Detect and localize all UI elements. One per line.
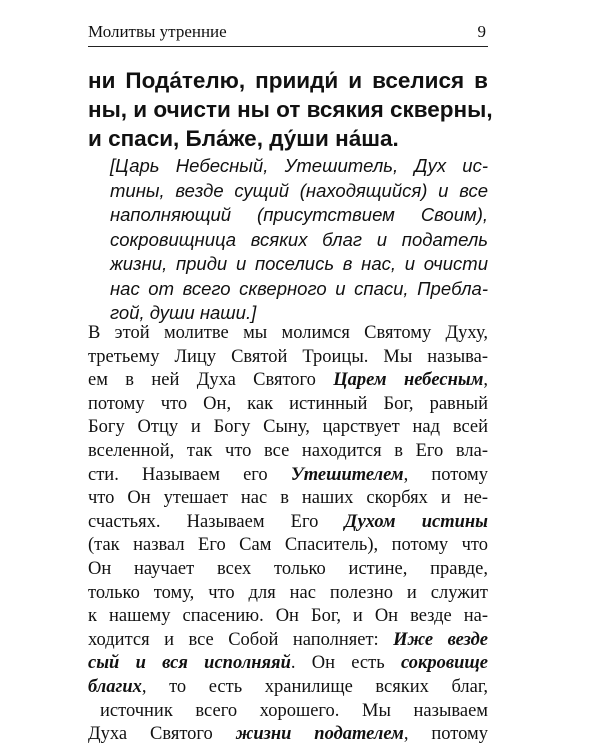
commentary-line [88, 511, 488, 535]
commentary-line: только тому, что для нас полезно и служит [88, 582, 488, 603]
commentary-line: источник всего хорошего. Мы называем [100, 700, 488, 721]
emphasis-text: Утешителем [290, 464, 404, 485]
commentary-text: , потому [403, 724, 488, 745]
commentary-text: ходится и все Собой наполняет: [88, 629, 394, 650]
commentary-text: сти. Называем его [88, 464, 291, 485]
commentary-line: к нашему спасению. Он Бог, и Он везде на- [88, 606, 488, 627]
translation-line: сокровищница всяких благ и податель [110, 228, 488, 250]
slavonic-line: и спаси, Бла́же, ду́ши на́ша. [88, 126, 399, 151]
running-header [88, 20, 488, 47]
translation-line: жизни, приди и поселись в нас, и очисти [110, 253, 488, 274]
commentary-line: Он научает всех только истине, правде, [88, 558, 488, 579]
emphasis-text: сокровище [400, 653, 488, 674]
translation-line: гой, души наши.] [110, 302, 257, 323]
emphasis-text: жизни подателем [235, 724, 404, 745]
commentary-text: ем в ней Духа Святого [88, 370, 334, 391]
slavonic-line: ни Пода́телю, прииди́ и вселися в [88, 68, 488, 93]
emphasis-text: благих [88, 676, 142, 697]
commentary-line [88, 652, 488, 676]
commentary-line: Богу Отцу и Богу Сыну, царствует над всей [88, 417, 488, 438]
translation-line: [Царь Небесный, Утешитель, Дух ис- [110, 155, 488, 176]
commentary-text: , [483, 370, 488, 391]
commentary-text: . Он есть [290, 653, 401, 674]
emphasis-text: Духом истины [344, 511, 488, 532]
prayer-translation [110, 154, 488, 326]
translation-line: тины, везде сущий (находящийся) и все [110, 179, 488, 201]
prayer-slavonic-text [88, 66, 493, 153]
slavonic-line: ны, и очисти ны от всякия скверны, [88, 97, 493, 122]
commentary-line [88, 723, 488, 747]
commentary-line: третьему Лицу Святой Троицы. Мы называ- [88, 346, 488, 367]
commentary-line: что Он утешает нас в наших скорбях и не- [88, 488, 488, 509]
commentary-text: , то есть хранилище всяких благ, [141, 676, 488, 697]
commentary-text: счастьях. Называем Его [88, 511, 345, 532]
commentary-text: Духа Святого [88, 724, 236, 745]
commentary-text: , потому [403, 464, 488, 485]
commentary-line: В этой молитве мы молимся Святому Духу, [88, 323, 488, 343]
commentary-paragraph [88, 322, 488, 747]
commentary-line [88, 676, 488, 700]
emphasis-text: Иже везде [393, 629, 488, 650]
page-number: 9 [477, 22, 486, 41]
translation-line: нас от всего скверного и спаси, Пребла- [110, 277, 488, 299]
running-title: Молитвы утренние [88, 22, 227, 41]
commentary-line: (так назвал Его Сам Спаситель), потому что [88, 535, 488, 556]
emphasis-text: сый и вся исполняяй [88, 653, 291, 674]
commentary-line: потому что Он, как истинный Бог, равный [88, 393, 488, 414]
commentary-line [88, 464, 488, 488]
translation-line: наполняющий (присутствием Своим), [110, 204, 488, 225]
commentary-line: вселенной, так что все находится в Его вла- [88, 440, 488, 461]
emphasis-text: Царем небесным [333, 370, 484, 391]
commentary-line [88, 629, 488, 653]
commentary-line [88, 369, 488, 393]
